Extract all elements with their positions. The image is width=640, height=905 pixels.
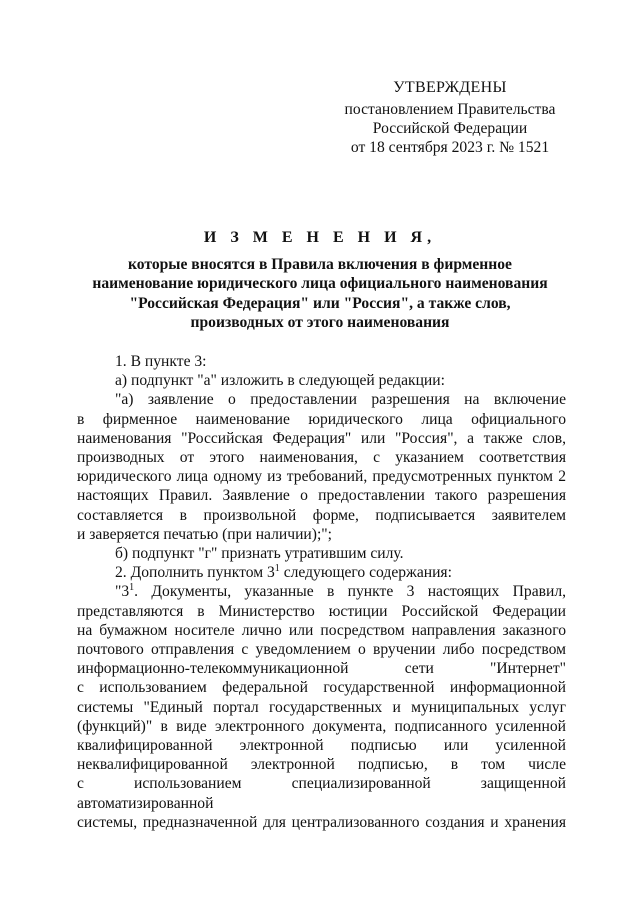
text-line: производных от этого наименования, с указанием соответствия: [77, 449, 566, 467]
text-line: неквалифицированной электронной подписью, в том числе: [77, 756, 566, 774]
document-body: [77, 352, 566, 832]
title-subtitle-line: наименование юридического лица официального наименования: [92, 275, 548, 292]
text-line: системы, предназначенной для централизованного создания и хранения: [77, 813, 566, 831]
text-line: юридического лица одному из требований, предусмотренных пунктом 2: [77, 468, 566, 486]
text-line: составляется в произвольной форме, подписывается заявителем: [77, 506, 566, 524]
text-line: квалифицированной электронной подписью или усиленной: [77, 737, 566, 755]
approval-date: от 18 сентября 2023 г. № 1521: [350, 139, 550, 156]
title-subtitle-line: которые вносятся в Правила включения в фирменное: [128, 255, 512, 273]
text-line: почтового отправления с уведомлением о вручении либо посредством: [77, 641, 566, 659]
text-line: в фирменное наименование юридического лица официального: [77, 410, 566, 428]
item-2: 2. Дополнить пунктом $3^1$ следующего содержания:: [115, 563, 452, 582]
approval-line: Российской Федерации: [372, 120, 528, 137]
text-line: представляются в Министерство юстиции Российской Федерации: [77, 602, 566, 620]
text-line: на бумажном носителе лично или посредством направления заказного: [77, 621, 566, 639]
title-main: И З М Е Н Е Н И Я,: [203, 229, 437, 246]
document-title: [70, 228, 570, 333]
text-line: настоящих Правил. Заявление о предоставлении такого разрешения: [77, 487, 566, 505]
subitem-a: а) подпункт "а" изложить в следующей редакции:: [115, 372, 445, 390]
text-line: с использованием федеральной государственной информационной: [77, 679, 566, 697]
text-line: "$3^1$. Документы, указанные в пункте 3 настоящих Правил,: [115, 582, 566, 601]
quote-b: [77, 582, 566, 832]
approval-line: постановлением Правительства: [344, 101, 556, 118]
text-line: наименования "Российская Федерация" или "Россия", а также слов,: [77, 429, 566, 447]
text-line: с использованием специализированной защищенной автоматизированной: [77, 775, 566, 812]
approval-heading: УТВЕРЖДЕНЫ: [393, 79, 507, 96]
text-line: и заверяется печатью (при наличии);";: [77, 525, 332, 543]
text-line: "а) заявление о предоставлении разрешения на включение: [115, 391, 566, 409]
text-line: системы "Единый портал государственных и муниципальных услуг: [77, 698, 566, 716]
text-line: (функций)" в виде электронного документа, подписанного усиленной: [77, 717, 566, 735]
quote-a: [77, 390, 566, 544]
title-subtitle-line: "Российская Федерация" или "Россия", а также слов,: [129, 294, 511, 312]
item-1: 1. В пункте 3:: [115, 353, 207, 370]
approval-stamp: [330, 78, 570, 157]
text-line: информационно-телекоммуникационной сети "Интернет": [77, 660, 566, 678]
subitem-b: б) подпункт "г" признать утратившим силу.: [115, 545, 404, 563]
title-subtitle-line: производных от этого наименования: [190, 314, 450, 331]
